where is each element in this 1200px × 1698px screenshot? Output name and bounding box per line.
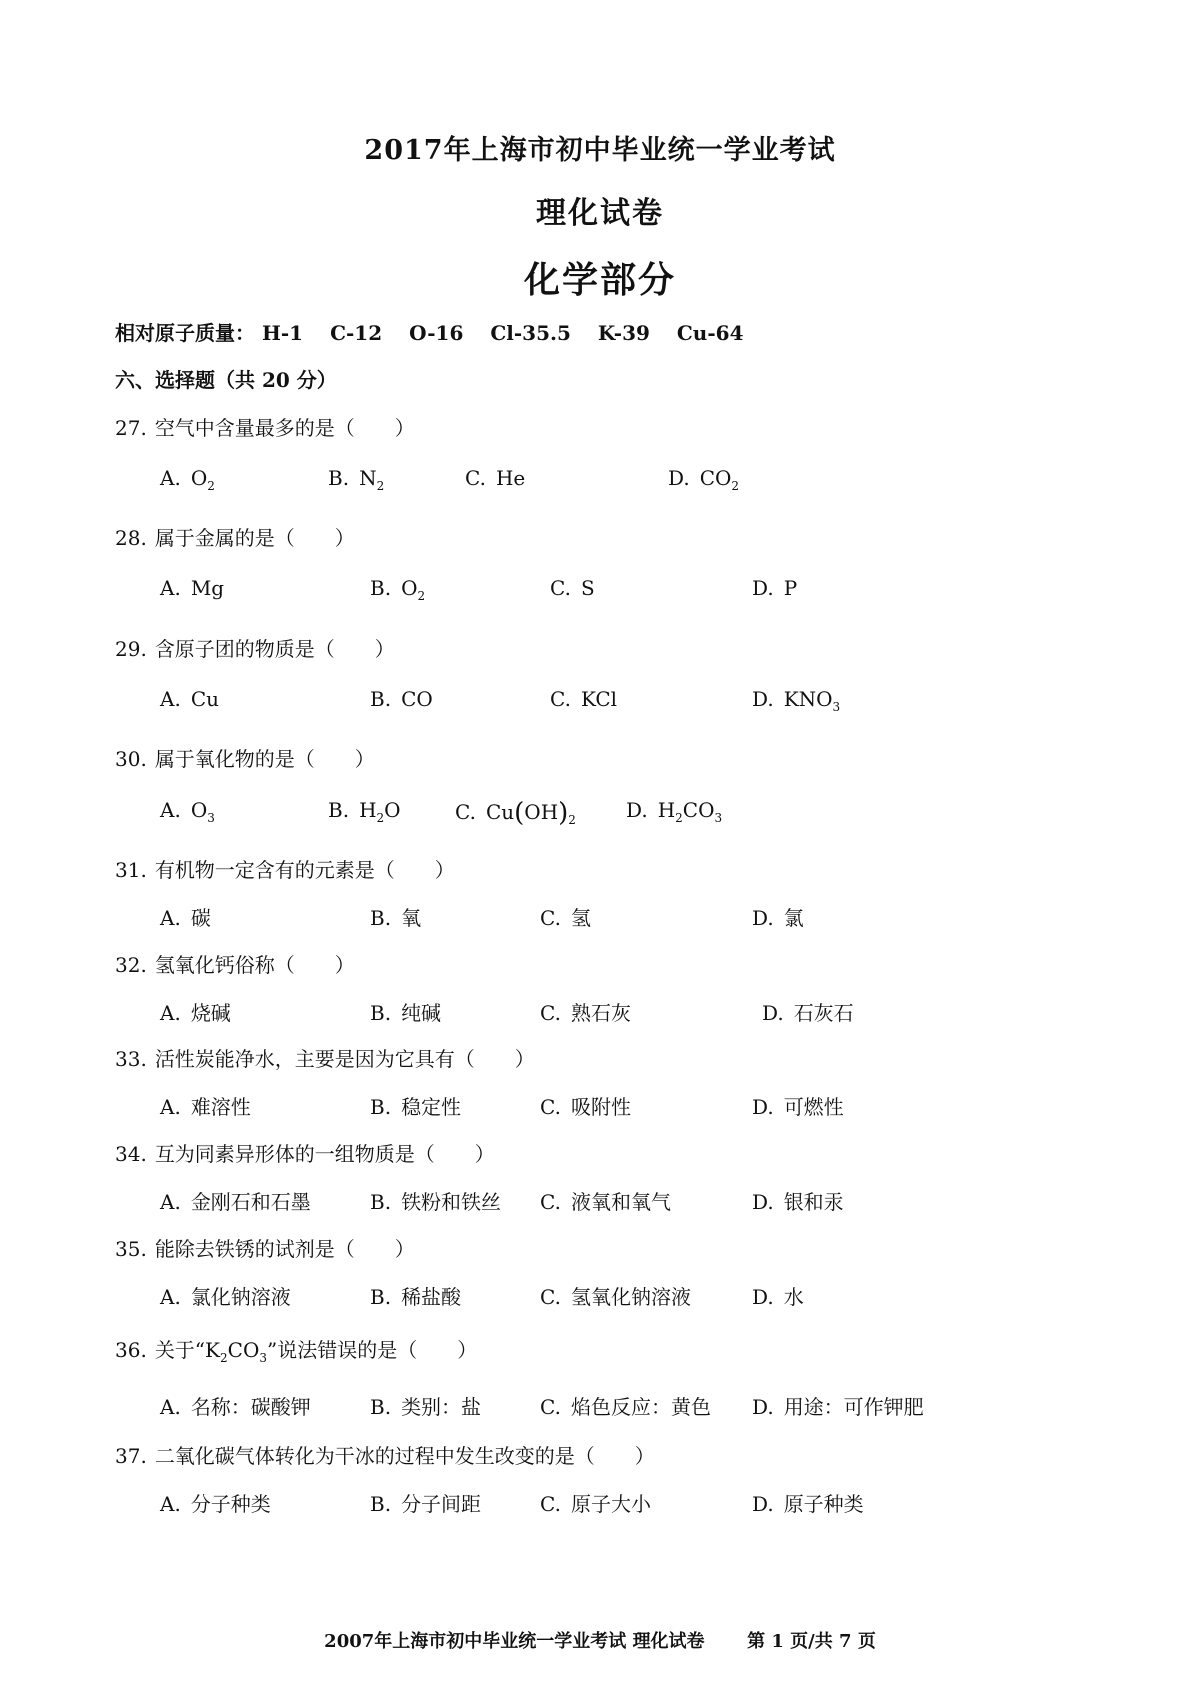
option-letter: C. [540, 1285, 561, 1309]
option-c [550, 687, 617, 711]
question-number: 27. [115, 416, 147, 440]
question-stem: 属于氧化物的是（ ） [154, 747, 375, 771]
option-letter: C. [540, 1190, 561, 1214]
option-text: H [657, 798, 676, 822]
question-number: 33. [115, 1047, 147, 1071]
option-d [752, 576, 797, 600]
question-stem: 关于“ [154, 1338, 206, 1362]
question-stem: 有机物一定含有的元素是（ ） [154, 858, 455, 882]
option-c [540, 902, 591, 931]
option-text: CO [401, 687, 433, 711]
option-b [370, 1391, 481, 1420]
option-a [160, 1391, 311, 1420]
question-number: 34. [115, 1142, 147, 1166]
right-paren: ) [558, 798, 569, 828]
question-number: 37. [115, 1444, 147, 1468]
option-letter: D. [752, 1285, 774, 1309]
footer-page-number: 第 1 页/共 7 页 [747, 1631, 876, 1652]
option-text: 银和汞 [783, 1190, 844, 1214]
question-37 [115, 1440, 655, 1469]
paper-subtitle: 理化试卷 [536, 196, 664, 231]
option-letter: B. [370, 1492, 392, 1516]
option-a [160, 687, 219, 711]
atomic-mass-item: Cu-64 [676, 321, 744, 345]
option-text: 熟石灰 [570, 1001, 631, 1025]
option-b [328, 798, 401, 825]
option-a [160, 1281, 291, 1310]
option-a [160, 902, 211, 931]
option-text: CO [699, 466, 732, 490]
page-footer [0, 1627, 1200, 1653]
option-text: 焰色反应：黄色 [570, 1395, 711, 1419]
option-text: 金刚石和石墨 [190, 1190, 311, 1214]
atomic-masses-label: 相对原子质量： [115, 321, 255, 345]
subscript: 3 [832, 700, 841, 714]
question-35 [115, 1233, 415, 1262]
option-text: 氧 [401, 906, 422, 930]
option-letter: A. [160, 798, 181, 822]
option-text: O [190, 798, 208, 822]
option-letter: C. [465, 466, 486, 490]
option-text: 水 [783, 1285, 804, 1309]
option-text: 难溶性 [190, 1095, 251, 1119]
option-text: 液氧和氧气 [570, 1190, 671, 1214]
option-text: 原子大小 [570, 1492, 651, 1516]
option-text: 类别：盐 [401, 1395, 482, 1419]
option-letter: D. [626, 798, 648, 822]
option-d [752, 1091, 844, 1120]
option-text: 石灰石 [793, 1001, 854, 1025]
option-text: OH [524, 800, 559, 824]
atomic-mass-item: Cl-35.5 [490, 321, 571, 345]
option-a [160, 576, 224, 600]
option-letter: C. [455, 800, 476, 824]
question-stem: 含原子团的物质是（ ） [154, 637, 395, 661]
option-letter: A. [160, 1001, 181, 1025]
subscript: 2 [376, 811, 385, 825]
question-28 [115, 522, 355, 551]
subscript: 2 [675, 811, 683, 825]
option-a [160, 1091, 251, 1120]
option-letter: A. [160, 1492, 181, 1516]
question-stem: 活性炭能净水，主要是因为它具有（ ） [154, 1047, 535, 1071]
question-number: 31. [115, 858, 147, 882]
option-text: 可燃性 [783, 1095, 844, 1119]
question-number: 28. [115, 526, 147, 550]
option-b [370, 1186, 501, 1215]
option-text: KCl [580, 687, 618, 711]
option-letter: C. [550, 687, 571, 711]
option-text: H [359, 798, 377, 822]
option-text: 原子种类 [783, 1492, 864, 1516]
option-letter: A. [160, 1285, 181, 1309]
subscript: 3 [207, 811, 215, 825]
option-letter: B. [370, 1001, 392, 1025]
question-stem: 属于金属的是（ ） [154, 526, 355, 550]
option-letter: D. [752, 906, 774, 930]
option-text: 铁粉和铁丝 [401, 1190, 502, 1214]
option-b [328, 466, 385, 493]
subscript: 2 [417, 589, 426, 603]
option-a [160, 1186, 311, 1215]
section-title: 化学部分 [523, 260, 676, 301]
question-27 [115, 412, 415, 441]
option-text: Cu [190, 687, 219, 711]
option-text: O [384, 798, 401, 822]
option-letter: B. [370, 1395, 392, 1419]
option-d [752, 1391, 924, 1420]
option-text: P [783, 576, 798, 600]
question-34 [115, 1138, 495, 1167]
question-number: 36. [115, 1338, 147, 1362]
option-d [752, 687, 841, 714]
formula-text: CO [227, 1338, 260, 1362]
option-letter: A. [160, 1395, 181, 1419]
option-a [160, 798, 215, 825]
question-number: 35. [115, 1237, 147, 1261]
atomic-mass-item: H-1 [261, 321, 304, 345]
option-letter: B. [370, 1095, 392, 1119]
option-letter: B. [370, 687, 392, 711]
option-letter: D. [752, 687, 774, 711]
question-stem: 二氧化碳气体转化为干冰的过程中发生改变的是（ ） [154, 1444, 655, 1468]
option-text: O [190, 466, 208, 490]
formula-text: K [205, 1338, 220, 1362]
option-letter: B. [370, 576, 392, 600]
option-text: 用途：可作钾肥 [783, 1395, 924, 1419]
atomic-mass-item: K-39 [597, 321, 650, 345]
option-letter: A. [160, 466, 181, 490]
option-letter: D. [668, 466, 690, 490]
option-b [370, 687, 433, 711]
atomic-mass-item: C-12 [330, 321, 383, 345]
question-stem: 能除去铁锈的试剂是（ ） [154, 1237, 415, 1261]
option-c [540, 1391, 711, 1420]
subscript: 2 [731, 479, 740, 493]
option-letter: C. [550, 576, 571, 600]
option-text: 氢氧化钠溶液 [570, 1285, 691, 1309]
option-d [752, 902, 804, 931]
subscript: 3 [714, 811, 723, 825]
question-36 [115, 1334, 477, 1363]
option-b [370, 902, 421, 931]
option-b [370, 1488, 481, 1517]
option-letter: A. [160, 576, 181, 600]
option-text: KNO [783, 687, 833, 711]
option-a [160, 1488, 271, 1517]
option-text: 稳定性 [401, 1095, 462, 1119]
option-text: 烧碱 [190, 1001, 231, 1025]
question-30 [115, 743, 375, 772]
option-letter: B. [328, 798, 350, 822]
part-heading: 六、选择题（共 20 分） [115, 368, 337, 392]
atomic-masses [115, 317, 763, 346]
option-text: 碳 [190, 906, 211, 930]
option-d [752, 1186, 844, 1215]
option-text: CO [682, 798, 715, 822]
option-letter: D. [752, 1492, 774, 1516]
question-stem: 互为同素异形体的一组物质是（ ） [154, 1142, 495, 1166]
option-c [550, 576, 595, 600]
option-letter: C. [540, 1395, 561, 1419]
question-32 [115, 949, 355, 978]
option-text: He [495, 466, 526, 490]
option-letter: D. [752, 1095, 774, 1119]
option-text: 名称：碳酸钾 [190, 1395, 311, 1419]
option-letter: A. [160, 687, 181, 711]
option-letter: A. [160, 906, 181, 930]
option-d [668, 466, 740, 493]
option-text: 氢 [570, 906, 591, 930]
option-text: 氯化钠溶液 [190, 1285, 291, 1309]
option-text: 吸附性 [570, 1095, 631, 1119]
option-letter: D. [752, 576, 774, 600]
option-text: S [580, 576, 595, 600]
option-letter: B. [370, 1190, 392, 1214]
subscript: 2 [376, 479, 385, 493]
option-letter: C. [540, 1492, 561, 1516]
option-text: 氯 [783, 906, 804, 930]
option-b [370, 576, 426, 603]
option-text: Mg [190, 576, 225, 600]
option-d [752, 1281, 804, 1310]
option-a [160, 997, 231, 1026]
question-number: 32. [115, 953, 147, 977]
footer-exam-title: 2007年上海市初中毕业统一学业考试 [324, 1631, 627, 1652]
option-letter: A. [160, 1095, 181, 1119]
left-paren: ( [514, 798, 525, 828]
option-letter: C. [540, 1095, 561, 1119]
option-letter: D. [762, 1001, 784, 1025]
option-c [540, 1091, 631, 1120]
question-31 [115, 854, 455, 883]
option-letter: D. [752, 1395, 774, 1419]
option-b [370, 997, 441, 1026]
option-b [370, 1091, 461, 1120]
question-29 [115, 633, 395, 662]
option-text: 分子种类 [190, 1492, 271, 1516]
option-letter: D. [752, 1190, 774, 1214]
option-d [626, 798, 723, 825]
option-letter: B. [328, 466, 350, 490]
atomic-mass-item: O-16 [409, 321, 464, 345]
option-text: 分子间距 [401, 1492, 482, 1516]
option-a [160, 466, 215, 493]
question-stem: 空气中含量最多的是（ ） [154, 416, 415, 440]
option-c [540, 1488, 651, 1517]
option-text: 稀盐酸 [401, 1285, 462, 1309]
option-text: 纯碱 [401, 1001, 442, 1025]
option-letter: B. [370, 1285, 392, 1309]
option-letter: A. [160, 1190, 181, 1214]
option-text: N [359, 466, 377, 490]
option-text: Cu [485, 800, 515, 824]
footer-paper-name: 理化试卷 [632, 1631, 705, 1652]
option-c [540, 997, 631, 1026]
subscript: 2 [568, 813, 576, 827]
option-c [540, 1281, 691, 1310]
option-text: O [401, 576, 418, 600]
subscript: 2 [207, 479, 215, 493]
option-c [465, 466, 525, 490]
option-d [752, 1488, 864, 1517]
subscript: 2 [220, 1351, 228, 1365]
subscript: 3 [259, 1351, 267, 1365]
option-c [540, 1186, 671, 1215]
question-number: 30. [115, 747, 147, 771]
question-number: 29. [115, 637, 147, 661]
exam-title: 2017年上海市初中毕业统一学业考试 [364, 135, 836, 166]
question-33 [115, 1043, 535, 1072]
option-b [370, 1281, 461, 1310]
option-d [762, 997, 854, 1026]
question-stem: 氢氧化钙俗称（ ） [154, 953, 355, 977]
option-letter: C. [540, 906, 561, 930]
question-stem: ”说法错误的是（ ） [266, 1338, 478, 1362]
option-c [455, 798, 576, 828]
option-letter: C. [540, 1001, 561, 1025]
option-letter: B. [370, 906, 392, 930]
